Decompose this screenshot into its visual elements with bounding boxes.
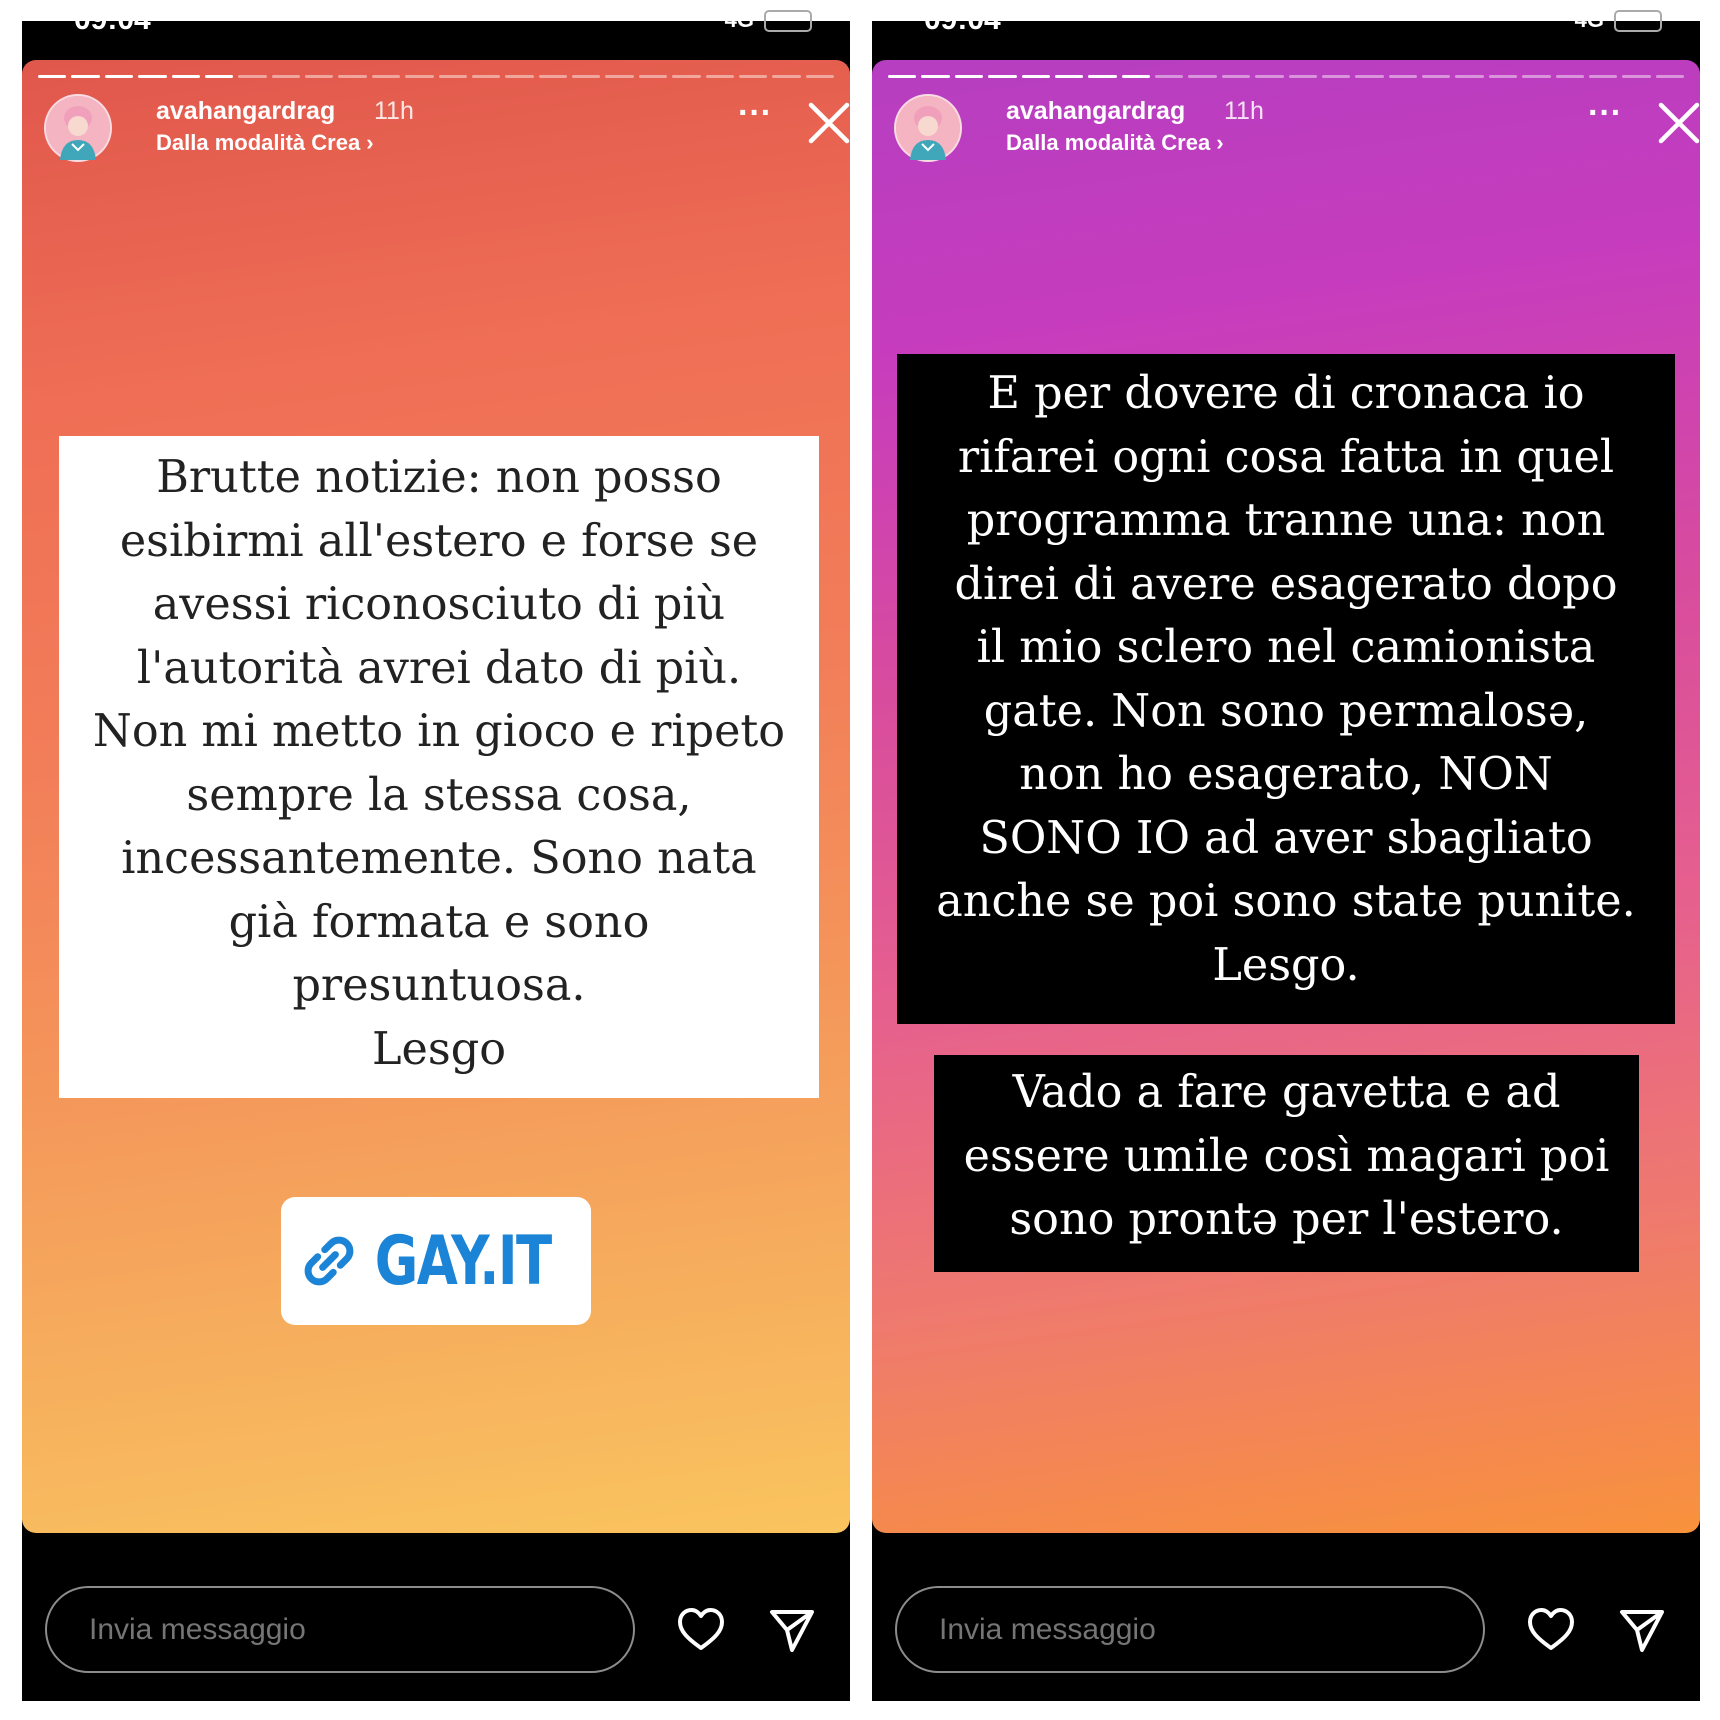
progress-segment: [1088, 75, 1116, 78]
story-time-ago: 11h: [1224, 97, 1264, 125]
progress-segment: [572, 75, 600, 78]
story-text-card: Brutte notizie: non posso esibirmi all'estero e forse se avessi riconosciuto di più l'autorità avrei dato di più. Non mi metto in gioco e ripeto sempre la stessa cosa, incessantemente. Sono nata già formata e sono presuntuosa. Lesgo: [59, 436, 819, 1098]
progress-segment: [1355, 75, 1383, 78]
story-screen-left: [22, 3, 850, 1701]
like-button[interactable]: [1525, 1604, 1577, 1656]
like-button[interactable]: [675, 1604, 727, 1656]
progress-segment: [639, 75, 667, 78]
story-progress-bar: [38, 75, 834, 78]
progress-segment: [1022, 75, 1050, 78]
progress-segment: [172, 75, 200, 78]
progress-segment: [505, 75, 533, 78]
progress-segment: [605, 75, 633, 78]
progress-segment: [138, 75, 166, 78]
progress-segment: [1188, 75, 1216, 78]
close-button[interactable]: [1656, 100, 1702, 146]
story-screen-right: [872, 3, 1700, 1701]
more-options-button[interactable]: ···: [1588, 94, 1622, 132]
progress-segment: [888, 75, 916, 78]
story-content[interactable]: [22, 60, 850, 1533]
story-header: [44, 94, 828, 164]
progress-segment: [1589, 75, 1617, 78]
status-icons: [725, 7, 812, 33]
progress-segment: [1055, 75, 1083, 78]
progress-segment: [1122, 75, 1150, 78]
progress-segment: [305, 75, 333, 78]
progress-segment: [1556, 75, 1584, 78]
battery-icon: [764, 10, 812, 32]
progress-segment: [921, 75, 949, 78]
share-button[interactable]: [768, 1606, 816, 1654]
progress-segment: [1656, 75, 1684, 78]
link-sticker[interactable]: [281, 1197, 591, 1325]
avatar[interactable]: [44, 94, 112, 162]
close-icon: [806, 100, 852, 146]
progress-segment: [272, 75, 300, 78]
story-header: [894, 94, 1678, 164]
create-mode-link[interactable]: Dalla modalità Crea ›: [156, 130, 374, 155]
heart-icon: [675, 1604, 727, 1656]
share-button[interactable]: [1618, 1606, 1666, 1654]
heart-icon: [1525, 1604, 1577, 1656]
avatar[interactable]: [894, 94, 962, 162]
progress-segment: [772, 75, 800, 78]
progress-segment: [539, 75, 567, 78]
close-button[interactable]: [806, 100, 852, 146]
signal-indicator: 4G: [1574, 7, 1604, 32]
progress-segment: [1455, 75, 1483, 78]
progress-segment: [988, 75, 1016, 78]
send-icon: [768, 1606, 816, 1654]
send-icon: [1618, 1606, 1666, 1654]
status-bar: [872, 3, 1700, 60]
progress-segment: [205, 75, 233, 78]
close-icon: [1656, 100, 1702, 146]
status-time: 09:04: [74, 3, 151, 36]
story-progress-bar: [888, 75, 1684, 78]
progress-segment: [338, 75, 366, 78]
status-time: 09:04: [924, 3, 1001, 36]
progress-segment: [71, 75, 99, 78]
story-text-card-secondary: Vado a fare gavetta e ad essere umile così magari poi sono prontə per l'estero.: [934, 1055, 1639, 1272]
progress-segment: [672, 75, 700, 78]
progress-segment: [472, 75, 500, 78]
story-content[interactable]: [872, 60, 1700, 1533]
more-options-button[interactable]: ···: [738, 94, 772, 132]
progress-segment: [405, 75, 433, 78]
message-input[interactable]: [895, 1586, 1485, 1673]
status-bar: [22, 3, 850, 60]
link-icon: [296, 1228, 362, 1294]
progress-segment: [1422, 75, 1450, 78]
progress-segment: [1289, 75, 1317, 78]
progress-segment: [955, 75, 983, 78]
story-text-card: E per dovere di cronaca io rifarei ogni cosa fatta in quel programma tranne una: non direi di avere esagerato dopo il mio sclero nel camionista gate. Non sono permalosə, non ho esagerato, NON SONO IO ad aver sbagliato anche se poi sono state punite. Lesgo.: [897, 354, 1675, 1024]
progress-segment: [38, 75, 66, 78]
story-time-ago: 11h: [374, 97, 414, 125]
progress-segment: [105, 75, 133, 78]
progress-segment: [1389, 75, 1417, 78]
progress-segment: [238, 75, 266, 78]
story-username[interactable]: avahangardrag: [1006, 97, 1186, 125]
progress-segment: [1322, 75, 1350, 78]
status-icons: [1575, 7, 1662, 33]
battery-icon: [1614, 10, 1662, 32]
progress-segment: [372, 75, 400, 78]
progress-segment: [1222, 75, 1250, 78]
progress-segment: [739, 75, 767, 78]
progress-segment: [439, 75, 467, 78]
story-reply-bar: [22, 1533, 850, 1701]
progress-segment: [1489, 75, 1517, 78]
progress-segment: [1255, 75, 1283, 78]
progress-segment: [706, 75, 734, 78]
progress-segment: [1522, 75, 1550, 78]
signal-indicator: 4G: [724, 7, 754, 32]
message-input[interactable]: [45, 1586, 635, 1673]
progress-segment: [1622, 75, 1650, 78]
story-username[interactable]: avahangardrag: [156, 97, 336, 125]
story-reply-bar: [872, 1533, 1700, 1701]
progress-segment: [1155, 75, 1183, 78]
create-mode-link[interactable]: Dalla modalità Crea ›: [1006, 130, 1224, 155]
progress-segment: [806, 75, 834, 78]
link-sticker-label: GAY.IT: [375, 1221, 551, 1301]
